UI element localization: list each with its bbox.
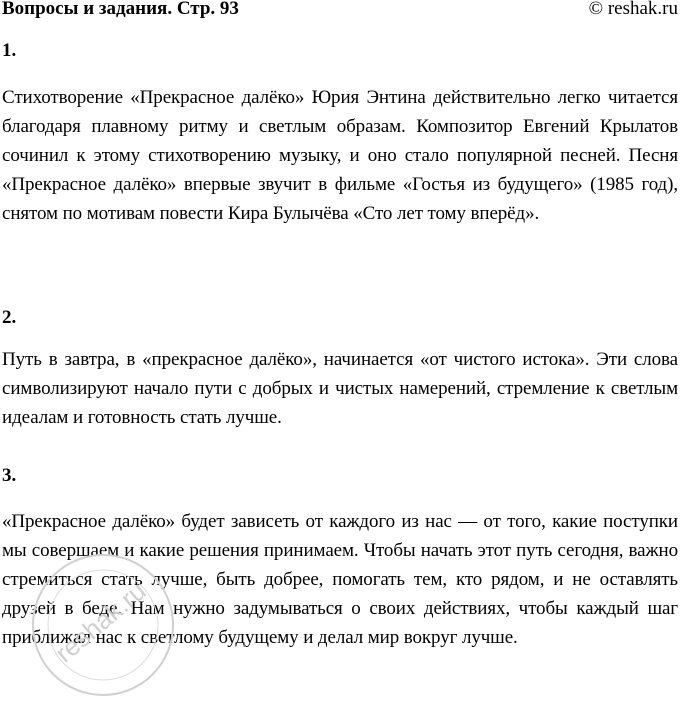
page-header	[2, 0, 678, 24]
answer-paragraph-2: Путь в завтра, в «прекрасное далёко», начинается «от чистого истока». Эти слова символизируют начало пути с добрых и чистых намерений, стремление к светлым идеалам и готовность стать лучше.	[2, 349, 678, 428]
answer-paragraph-3: «Прекрасное далёко» будет зависеть от каждого из нас — от того, какие поступки мы совершаем и какие решения принимаем. Чтобы начать этот путь сегодня, важно стремиться стать лучше, быть добрее, помогать тем, кто рядом, и не оставлять друзей в беде. Нам нужно задумываться о своих действиях, чтобы каждый шаг приближал нас к светлому будущему и делал мир вокруг лучше.	[2, 511, 678, 648]
watermark-text: reshak.ru	[49, 575, 152, 669]
page-title: Вопросы и задания. Стр. 93	[2, 0, 239, 19]
question-number-2: 2.	[2, 307, 17, 328]
question-number-1: 1.	[2, 40, 17, 61]
answer-paragraph-1: Стихотворение «Прекрасное далёко» Юрия Энтина действительно легко читается благодаря плавному ритму и светлым образам. Композитор Евгений Крылатов сочинил к этому стихотворению музыку, и оно стало популярной песней. Песня «Прекрасное далёко» впервые звучит в фильме «Гостья из будущего» (1985 год), снятом по мотивам повести Кира Булычёва «Сто лет тому вперёд».	[2, 87, 678, 224]
question-number-3: 3.	[2, 465, 17, 486]
site-credit: © reshak.ru	[588, 0, 678, 19]
